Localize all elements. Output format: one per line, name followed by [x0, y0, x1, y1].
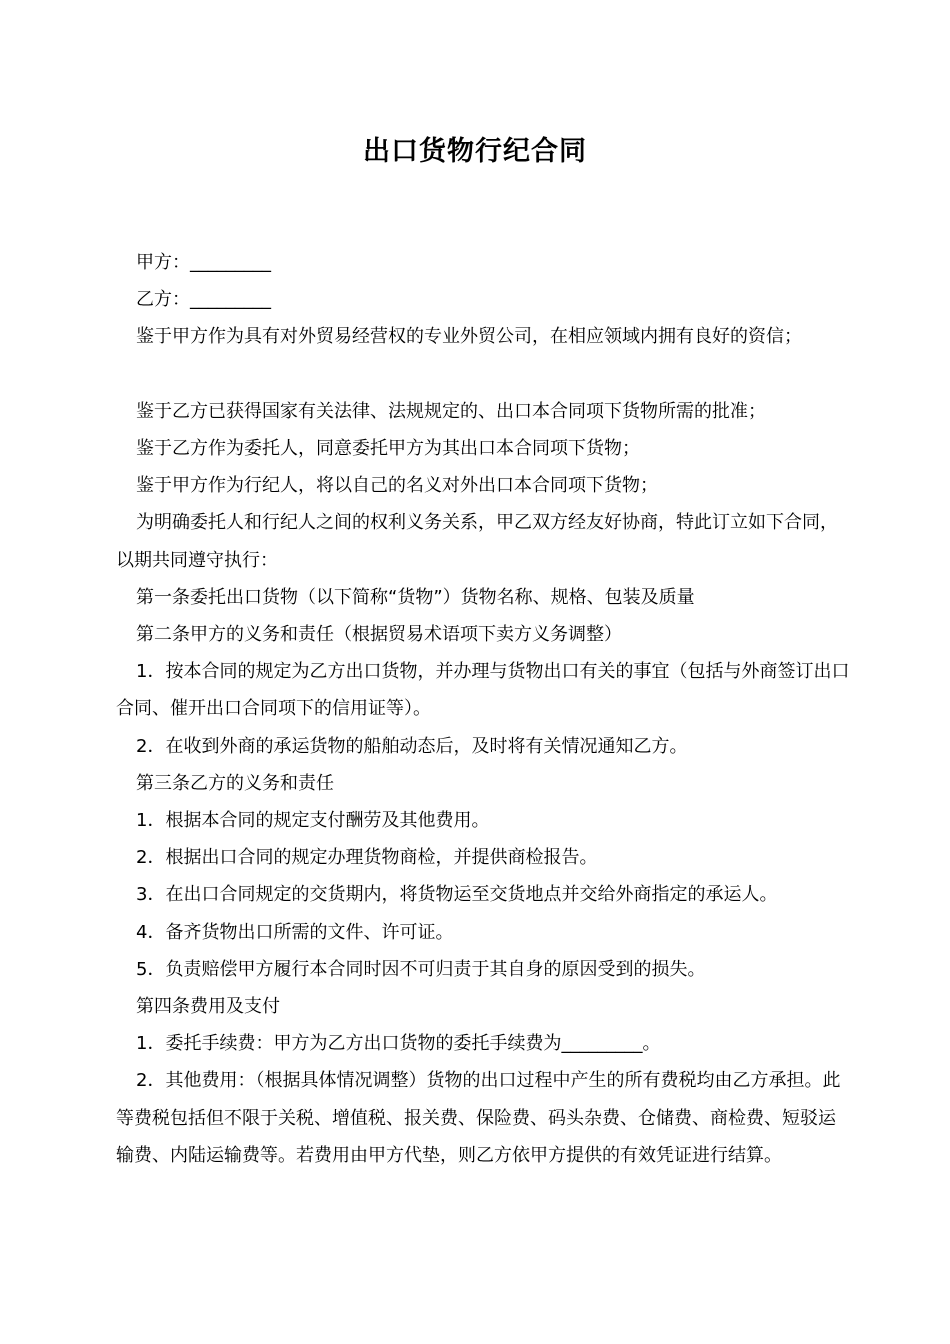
- recital-paragraph: 鉴于乙方作为委托人，同意委托甲方为其出口本合同项下货物；: [136, 438, 640, 459]
- recital-paragraph: 鉴于甲方作为具有对外贸易经营权的专业外贸公司，在相应领域内拥有良好的资信；: [136, 326, 802, 348]
- document-body: [116, 244, 850, 1174]
- clause-paragraph: 4．备齐货物出口所需的文件、许可证。: [136, 921, 454, 943]
- recital-paragraph: 鉴于乙方已获得国家有关法律、法规规定的、出口本合同项下货物所需的批准；: [136, 400, 766, 422]
- party-b-line: 乙方：_________: [136, 289, 271, 311]
- clause-paragraph: 2．其他费用：（根据具体情况调整）货物的出口过程中产生的所有费税均由乙方承担。此等费税包括但不限于关税、增值税、报关费、保险费、码头杂费、仓储费、商检费、短驳运输费、内陆运输费等。若费用由甲方代垫，则乙方依甲方提供的有效凭证进行结算。: [116, 1070, 841, 1166]
- clause-paragraph: 3．在出口合同规定的交货期内，将货物运至交货地点并交给外商指定的承运人。: [136, 884, 778, 906]
- article-heading: 第二条甲方的义务和责任（根据贸易术语项下卖方义务调整）: [136, 624, 622, 646]
- clause-paragraph: 1．委托手续费：甲方为乙方出口货物的委托手续费为_________。: [136, 1033, 661, 1055]
- recital-paragraph: 鉴于甲方作为行纪人，将以自己的名义对外出口本合同项下货物；: [136, 475, 658, 497]
- clause-paragraph: 2．根据出口合同的规定办理货物商检，并提供商检报告。: [136, 847, 598, 869]
- clause-paragraph: 5．负责赔偿甲方履行本合同时因不可归责于其自身的原因受到的损失。: [136, 958, 706, 980]
- article-heading: 第四条费用及支付: [136, 996, 280, 1018]
- blank-line: [116, 356, 850, 393]
- party-a-line: 甲方：_________: [136, 252, 271, 273]
- clause-paragraph: 1．根据本合同的规定支付酬劳及其他费用。: [136, 810, 490, 832]
- clause-paragraph: 2．在收到外商的承运货物的船舶动态后，及时将有关情况通知乙方。: [136, 735, 688, 757]
- article-heading: 第三条乙方的义务和责任: [136, 772, 334, 794]
- clause-paragraph: 1．按本合同的规定为乙方出口货物，并办理与货物出口有关的事宜（包括与外商签订出口合同、催开出口合同项下的信用证等）。: [116, 661, 850, 720]
- article-heading: 第一条委托出口货物（以下简称“货物”）货物名称、规格、包装及质量: [136, 586, 695, 608]
- document-title: 出口货物行纪合同: [363, 136, 587, 167]
- purpose-paragraph: 为明确委托人和行纪人之间的权利义务关系，甲乙双方经友好协商，特此订立如下合同，以期共同遵守执行：: [116, 512, 838, 571]
